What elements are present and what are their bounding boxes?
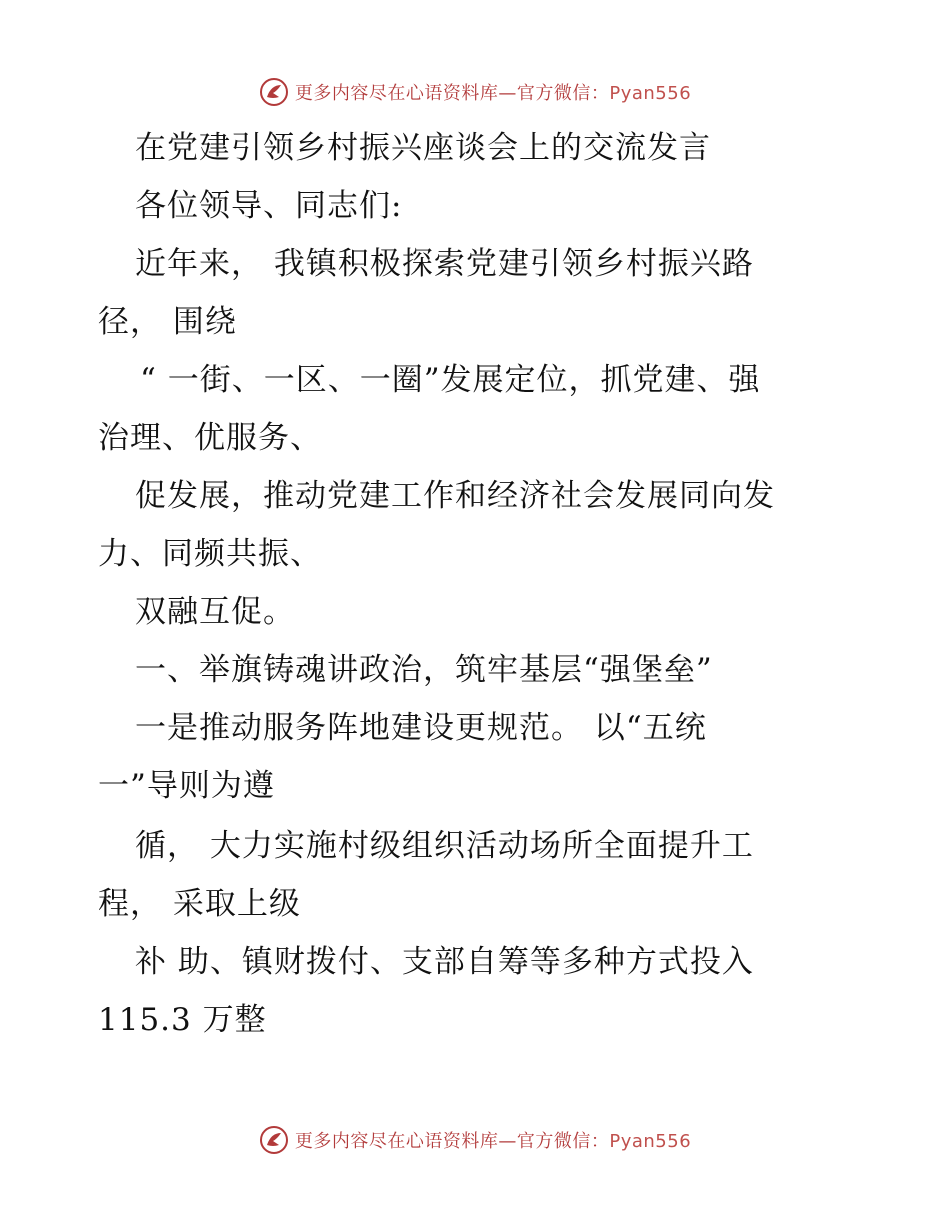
header-wechat-handle: Pyan556 [609,83,692,104]
paragraph-line: 115.3 万整 [98,1002,267,1038]
footer-banner-text: 更多内容尽在心语资料库—官方微信：Pyan556 [294,1131,692,1152]
paragraph-line: “ 一街、一区、一圈”发展定位，抓党建、强 [140,362,761,398]
paragraph-line: 力、同频共振、 [98,536,322,572]
paragraph-line: 径， 围绕 [98,304,237,340]
footer-wechat-handle: Pyan556 [609,1131,692,1152]
paragraph-line: 补 助、镇财拨付、支部自筹等多种方式投入 [135,944,754,980]
paragraph-line: 双融互促。 [135,594,295,630]
header-banner-text: 更多内容尽在心语资料库—官方微信：Pyan556 [294,83,692,104]
paragraph-line: 一是推动服务阵地建设更规范。 以“五统 [135,710,707,746]
paragraph-line: 一”导则为遵 [98,768,275,804]
paragraph-line: 治理、优服务、 [98,420,322,456]
logo-icon [259,1125,289,1155]
paragraph-line: 近年来， 我镇积极探索党建引领乡村振兴路 [135,246,754,282]
paragraph-line: 循， 大力实施村级组织活动场所全面提升工 [135,828,754,864]
salutation: 各位领导、同志们: [135,188,403,224]
document-title: 在党建引领乡村振兴座谈会上的交流发言 [135,130,711,166]
paragraph-line: 程， 采取上级 [98,886,301,922]
paragraph-line: 促发展，推动党建工作和经济社会发展同向发 [135,478,775,514]
section-heading: 一、举旗铸魂讲政治，筑牢基层“强堡垒” [135,652,713,688]
footer-watermark-banner [0,1118,950,1162]
